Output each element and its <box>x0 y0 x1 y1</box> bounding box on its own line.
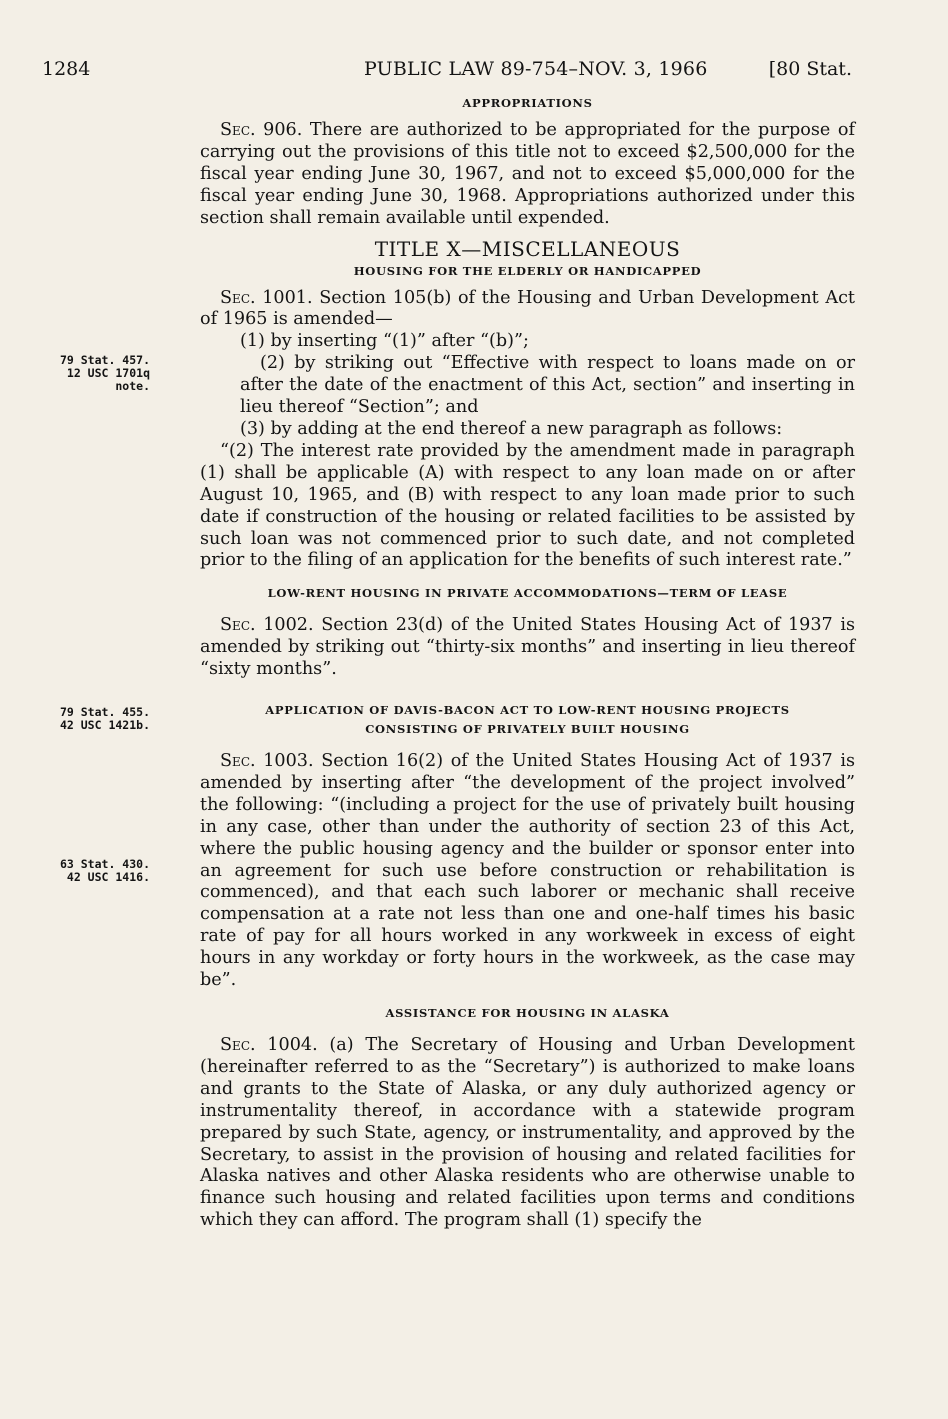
sec-label: Sec. <box>220 751 256 772</box>
section-1001-intro-text: 1001. Section 105(b) of the Housing and Urban Development Act of 1965 is amended— <box>200 287 855 330</box>
heading-sec1002: LOW-RENT HOUSING IN PRIVATE ACCOMMODATIONS—TERM OF LEASE <box>267 586 788 601</box>
margin-note-sec1002 <box>30 706 150 732</box>
section-906-paragraph <box>200 120 855 230</box>
margin-note-line: 12 USC 1701q <box>66 366 150 380</box>
sec-label: Sec. <box>220 120 256 140</box>
section-1001-item3: (3) by adding at the end thereof a new paragraph as follows: <box>240 418 783 439</box>
section-1003-paragraph <box>200 751 855 992</box>
heading-sec1003-line1: APPLICATION OF DAVIS-BACON ACT TO LOW-RENT HOUSING PROJECTS <box>265 703 790 718</box>
sec-label: Sec. <box>220 287 256 308</box>
heading-sec1001: HOUSING FOR THE ELDERLY OR HANDICAPPED <box>353 263 702 278</box>
margin-note-line: 79 Stat. 455. <box>59 705 150 719</box>
section-1001-intro <box>200 288 855 332</box>
law-title: PUBLIC LAW 89-754–NOV. 3, 1966 <box>364 58 708 80</box>
section-1004-text: 1004. (a) The Secretary of Housing and Urban Development (hereinafter referred to as the “Secretary”) is authorized to make loans and grants to the State of Alaska, or any duly authorized agency or instrumentality thereof, in accordance with a statewide program prepared by such State, agency, or instrumentality, and approved by the Secretary, to assist in the provision of housing and related facilities for Alaska natives and other Alaska residents who are otherwise unable to finance such housing and related facilities upon terms and conditions which they can afford. The program shall (1) specify the <box>200 1035 855 1231</box>
section-906-text: 906. There are authorized to be appropriated for the purpose of carrying out the provisions of this title not to exceed $2,500,000 for the fiscal year ending June 30, 1967, and not to exceed $5,000,000 for the fiscal year ending June 30, 1968. Appropriations authorized under this section shall remain available until expended. <box>200 120 855 228</box>
page-number: 1284 <box>42 58 91 80</box>
document-body <box>200 94 855 1232</box>
margin-note-line: 63 Stat. 430. <box>59 857 150 871</box>
margin-note-line: note. <box>115 379 150 393</box>
section-1002-text: 1002. Section 23(d) of the United States Housing Act of 1937 is amended by striking out “thirty-six months” and inserting in lieu thereof “sixty months”. <box>200 615 855 680</box>
sec-label: Sec. <box>220 1035 256 1055</box>
margin-note-line: 42 USC 1416. <box>66 870 150 884</box>
heading-sec1003-line2: CONSISTING OF PRIVATELY BUILT HOUSING <box>365 722 690 737</box>
section-1001-quoted-paragraph: “(2) The interest rate provided by the amendment made in paragraph (1) shall be applicable (A) with respect to any loan made on or after August 10, 1965, and (B) with respect to any loan made prior to such date if construction of the housing or related facilities to be assisted by such loan was not commenced prior to such date, and not completed prior to the filing of an application for the benefits of such interest rate.” <box>200 440 855 571</box>
title-x-heading: TITLE X—MISCELLANEOUS <box>374 236 681 261</box>
heading-sec1004: ASSISTANCE FOR HOUSING IN ALASKA <box>385 1006 670 1020</box>
margin-note-sec1001 <box>30 354 150 393</box>
margin-note-line: 79 Stat. 457. <box>59 353 150 367</box>
section-1003-text: 1003. Section 16(2) of the United States Housing Act of 1937 is amended by inserting after “the development of the project involved” the following: “(including a project for the use of privately built housing in any case, other than under the authority of section 23 of this Act, where the public housing agency and the builder or sponsor enter into an agreement for such use before construction or rehabilitation is commenced), and that each such laborer or mechanic shall receive compensation at a rate not less than one and one-half times his basic rate of pay for all hours worked in any workweek in excess of eight hours in any workday or forty hours in the workweek, as the case may be”. <box>200 751 855 991</box>
sec-label: Sec. <box>220 615 256 636</box>
section-1001-item2: (2) by striking out “Effective with respect to loans made on or after the date of the enactment of this Act, section” and inserting in lieu thereof “Section”; and <box>240 353 855 418</box>
section-1004-paragraph <box>200 1035 855 1232</box>
statute-reference: [80 Stat. <box>768 58 852 80</box>
margin-note-sec1003 <box>30 858 150 884</box>
section-1002-paragraph <box>200 615 855 681</box>
section-1001-item1: (1) by inserting “(1)” after “(b)”; <box>240 331 529 352</box>
margin-note-line: 42 USC 1421b. <box>59 718 150 732</box>
running-head <box>42 58 852 86</box>
heading-appropriations: APPROPRIATIONS <box>462 96 593 110</box>
